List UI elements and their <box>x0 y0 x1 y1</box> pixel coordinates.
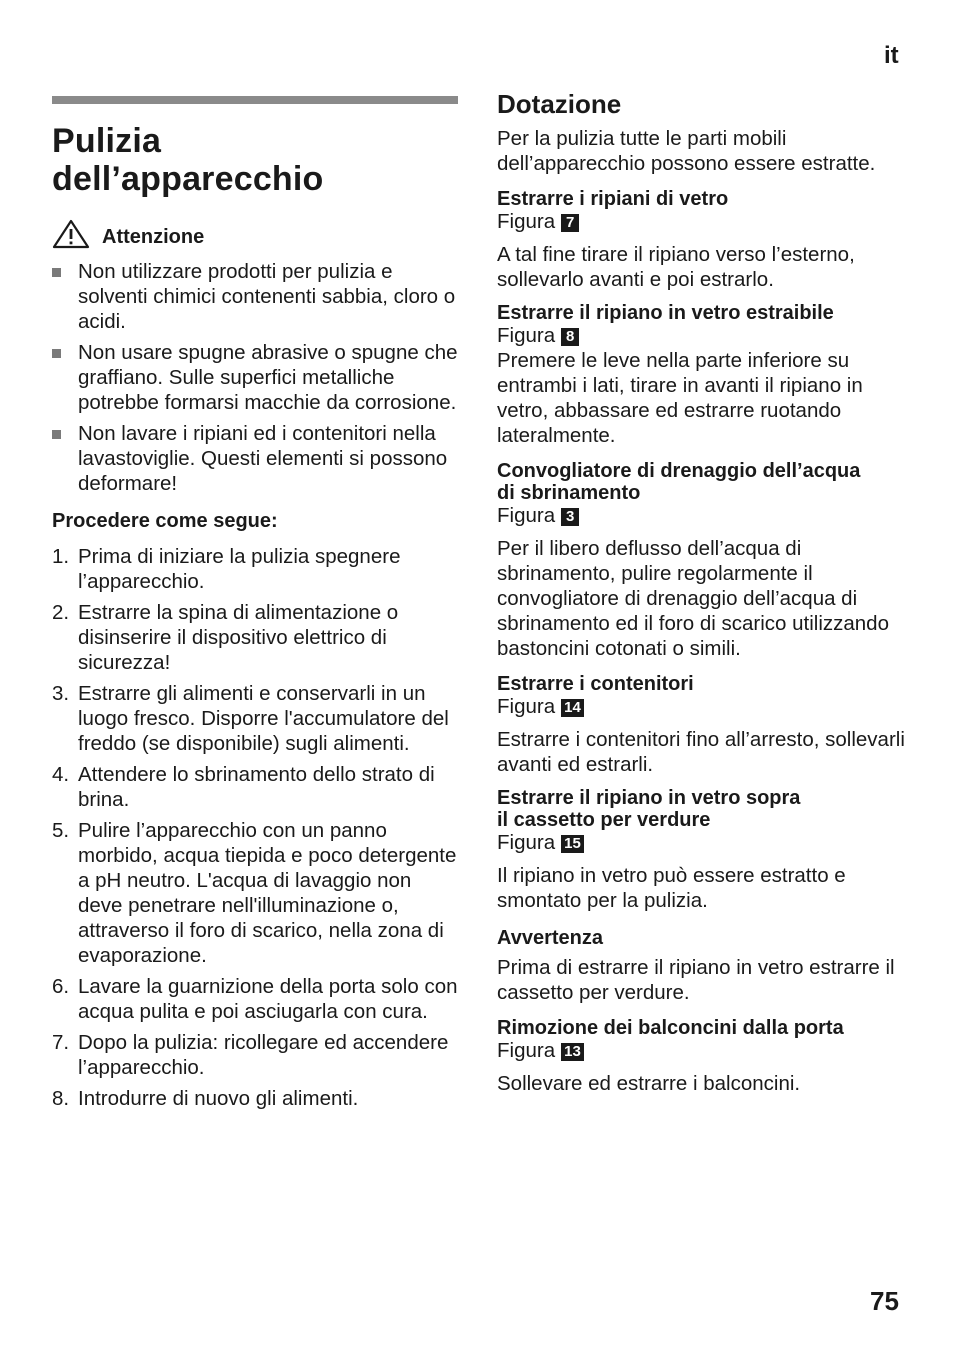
step-text: Attendere lo sbrinamento dello strato di brina. <box>78 763 435 811</box>
figure-number: 3 <box>561 508 579 526</box>
subsection-text: Estrarre i contenitori fino all’arresto, sollevarli avanti ed estrarli. <box>497 728 905 776</box>
list-item <box>52 1030 458 1080</box>
warning-icon <box>52 219 90 249</box>
section-rule <box>52 96 458 104</box>
step-number: 8. <box>52 1087 70 1110</box>
step-text: Lavare la guarnizione della porta solo con acqua pulita e poi asciugarla con cura. <box>78 975 458 1023</box>
figure-reference <box>497 210 907 234</box>
figure-number: 8 <box>561 328 579 346</box>
list-item <box>52 1086 458 1111</box>
step-number: 1. <box>52 545 70 568</box>
figure-label: Figura <box>497 1039 556 1062</box>
warning-header <box>52 218 458 249</box>
figure-label: Figura <box>497 504 556 527</box>
step-number: 2. <box>52 601 70 624</box>
subsection-text: Il ripiano in vetro può essere estratto e smontato per la pulizia. <box>497 864 846 912</box>
subsection-title: Estrarre i ripiani di vetro <box>497 188 729 210</box>
language-code: it <box>884 42 899 69</box>
figure-reference <box>497 504 907 528</box>
page-title <box>52 122 458 198</box>
bullet-square-icon <box>52 430 61 439</box>
subsection-title: Rimozione dei balconcini dalla porta <box>497 1017 844 1039</box>
figure-number: 15 <box>561 835 584 853</box>
step-number: 5. <box>52 819 70 842</box>
figure-reference <box>497 324 907 348</box>
subsection-text: A tal fine tirare il ripiano verso l’esterno, sollevarlo avanti e poi estrarlo. <box>497 243 855 291</box>
section-heading: Dotazione <box>497 89 622 119</box>
step-number: 4. <box>52 763 70 786</box>
subsection-title: Estrarre il ripiano in vetro estraibile <box>497 302 834 324</box>
right-column <box>497 88 907 1096</box>
subsection-title: Estrarre i contenitori <box>497 673 694 695</box>
bullet-square-icon <box>52 268 61 277</box>
list-item <box>52 762 458 812</box>
figure-label: Figura <box>497 695 556 718</box>
figure-reference <box>497 1039 907 1063</box>
list-item <box>52 818 458 968</box>
warning-text: Non lavare i ripiani ed i contenitori nella lavastoviglie. Questi elementi si possono deformare! <box>78 422 448 495</box>
figure-reference <box>497 695 907 719</box>
title-line-2: dell’apparecchio <box>52 160 324 198</box>
subsection-title-line-2: il cassetto per verdure <box>497 809 711 831</box>
step-text: Introdurre di nuovo gli alimenti. <box>78 1087 359 1110</box>
warning-text: Non usare spugne abrasive o spugne che graffiano. Sulle superfici metalliche potrebbe formarsi macchie da corrosione. <box>78 341 458 414</box>
warning-list <box>52 259 458 496</box>
list-item <box>52 544 458 594</box>
subsection-title-line-1: Convogliatore di drenaggio dell’acqua <box>497 460 861 482</box>
note-text: Prima di estrarre il ripiano in vetro estrarre il cassetto per verdure. <box>497 956 895 1004</box>
subsection-title-line-2: di sbrinamento <box>497 482 641 504</box>
left-column <box>52 96 458 1117</box>
figure-number: 14 <box>561 699 584 717</box>
list-item <box>52 600 458 675</box>
page-number: 75 <box>870 1286 899 1316</box>
intro-paragraph: Per la pulizia tutte le parti mobili dell’apparecchio possono essere estratte. <box>497 127 876 175</box>
list-item <box>52 681 458 756</box>
step-text: Prima di iniziare la pulizia spegnere l’apparecchio. <box>78 545 401 593</box>
step-number: 3. <box>52 682 70 705</box>
note-title: Avvertenza <box>497 927 603 949</box>
step-number: 7. <box>52 1031 70 1054</box>
figure-label: Figura <box>497 324 556 347</box>
step-text: Estrarre la spina di alimentazione o disinserire il dispositivo elettrico di sicurezza! <box>78 601 399 674</box>
subsection-title <box>497 460 907 504</box>
figure-reference <box>497 831 907 855</box>
figure-number: 7 <box>561 214 579 232</box>
figure-label: Figura <box>497 831 556 854</box>
procedure-steps <box>52 544 458 1111</box>
subsection-text: Per il libero deflusso dell’acqua di sbrinamento, pulire regolarmente il convogliatore di drenaggio dell’acqua di sbrinamento ed il foro di scarico utilizzando bastoncini cotonati o simili. <box>497 537 889 660</box>
subsection-text: Premere le leve nella parte inferiore su entrambi i lati, tirare in avanti il ripiano in vetro, abbassare ed estrarre ruotando lateralmente. <box>497 349 863 447</box>
step-text: Estrarre gli alimenti e conservarli in un luogo fresco. Disporre l'accumulatore del freddo (se disponibile) sugli alimenti. <box>78 682 449 755</box>
title-line-1: Pulizia <box>52 122 162 160</box>
figure-number: 13 <box>561 1043 584 1061</box>
subsection-text: Sollevare ed estrarre i balconcini. <box>497 1072 801 1095</box>
bullet-square-icon <box>52 349 61 358</box>
list-item <box>52 974 458 1024</box>
step-text: Pulire l’apparecchio con un panno morbido, acqua tiepida e poco detergente a pH neutro. L'acqua di lavaggio non deve penetrare nell'illuminazione o, attraverso il foro di scarico, nella zona di evaporazione. <box>78 819 457 967</box>
list-item <box>52 259 458 334</box>
procedure-heading: Procedere come segue: <box>52 510 278 532</box>
subsection-title-line-1: Estrarre il ripiano in vetro sopra <box>497 787 801 809</box>
warning-text: Non utilizzare prodotti per pulizia e solventi chimici contenenti sabbia, cloro o acidi. <box>78 260 456 333</box>
list-item <box>52 340 458 415</box>
list-item <box>52 421 458 496</box>
warning-label: Attenzione <box>102 226 205 248</box>
figure-label: Figura <box>497 210 556 233</box>
subsection-title <box>497 787 907 831</box>
step-text: Dopo la pulizia: ricollegare ed accendere l’apparecchio. <box>78 1031 449 1079</box>
step-number: 6. <box>52 975 70 998</box>
